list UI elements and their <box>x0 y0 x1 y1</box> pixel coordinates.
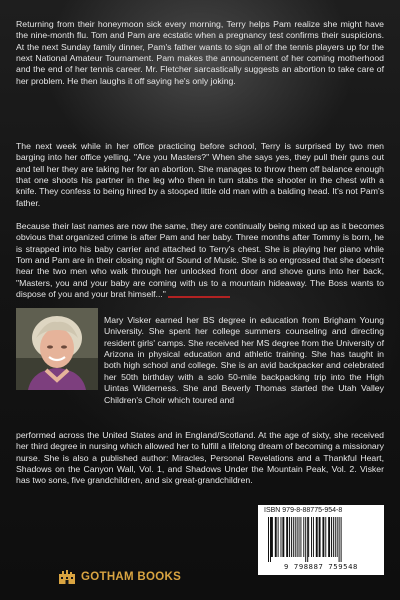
author-photo <box>16 308 98 390</box>
publisher-logo <box>58 569 181 585</box>
blurb-paragraph-3: Because their last names are now the same, they are continually being mixed up as it becomes obvious that organized crime is after Pam and her baby. Three months after Tommy is born, he is strapped into his baby carrier and attached to Terry's chest. She is playing her piano while Tom and Pam are in their closing night of Sound of Music. She is so engrossed that she doesn't hear the two men who walk through her unlocked front door and shove guns into her back, "Masters, you and your baby are coming with us to a mountain hideaway. The Boss wants to dispose of you and your brat himself..." <box>16 220 384 300</box>
isbn-barcode <box>258 505 384 575</box>
blurb-paragraph-1: Returning from their honeymoon sick every morning, Terry helps Pam realize she might have the nine-month flu. Tom and Pam are ecstatic when a pregnancy test confirms their suspicions. At the next Sunday family dinner, Pam's father wants to sign all of the tennis players up for the next National Amateur Tournament. Pam makes the announcement of her coming motherhood and the end of her tennis career. Mr. Fletcher sarcastically suggests an abortion to take care of her problem. He then laughs it off saying he's only joking. <box>16 18 384 86</box>
author-bio-top: Mary Visker earned her BS degree in education from Brigham Young University. She spent her college summers counseling and directing resident girls' camps. She received her MS degree from the University of Arizona in physical education and athletic training. She has taught in both high school and college. She is an avid backpacker and celebrated her 50th birthday with a solo 50-mile backpacking trip into the High Uintas Wilderness. She and Beverly Thomas started the Utah Valley Children's Choir which toured and <box>104 314 384 405</box>
barcode-digits: 9 798887 759548 <box>284 562 358 571</box>
gotham-books-logo-icon <box>58 569 76 585</box>
author-bio-bottom: performed across the United States and in England/Scotland. At the age of sixty, she received her third degree in nursing which allowed her to fulfill a lifelong dream of becoming a missionary nurse. She is also a published author: Miracles, Personal Revelations and a Thankful Heart, Shadows on the Canyon Wall, Vol. 1, and Shadows Under the Mountain Peak, Vol. 2. Visker has two sons, five grandchildren, and six great-grandchildren. <box>16 429 384 486</box>
isbn-number: ISBN 979-8-88775-954-8 <box>264 507 343 514</box>
author-portrait-image <box>16 308 98 390</box>
barcode-icon <box>266 517 376 562</box>
publisher-name: GOTHAM BOOKS <box>81 571 182 583</box>
blurb-paragraph-2: The next week while in her office practicing before school, Terry is surprised by two men barging into her office yelling, "Are you Masters?" When she says yes, they pull their guns out and tell her they are taking her for an abortion. She manages to throw them off balance enough that one shoots his partner in the leg who then in turn stabs the shooter in the chest with a knife. They confess to being hired by a stooped little old man with a balding head. It's not Pam's father. <box>16 140 384 208</box>
section-divider <box>168 296 230 298</box>
